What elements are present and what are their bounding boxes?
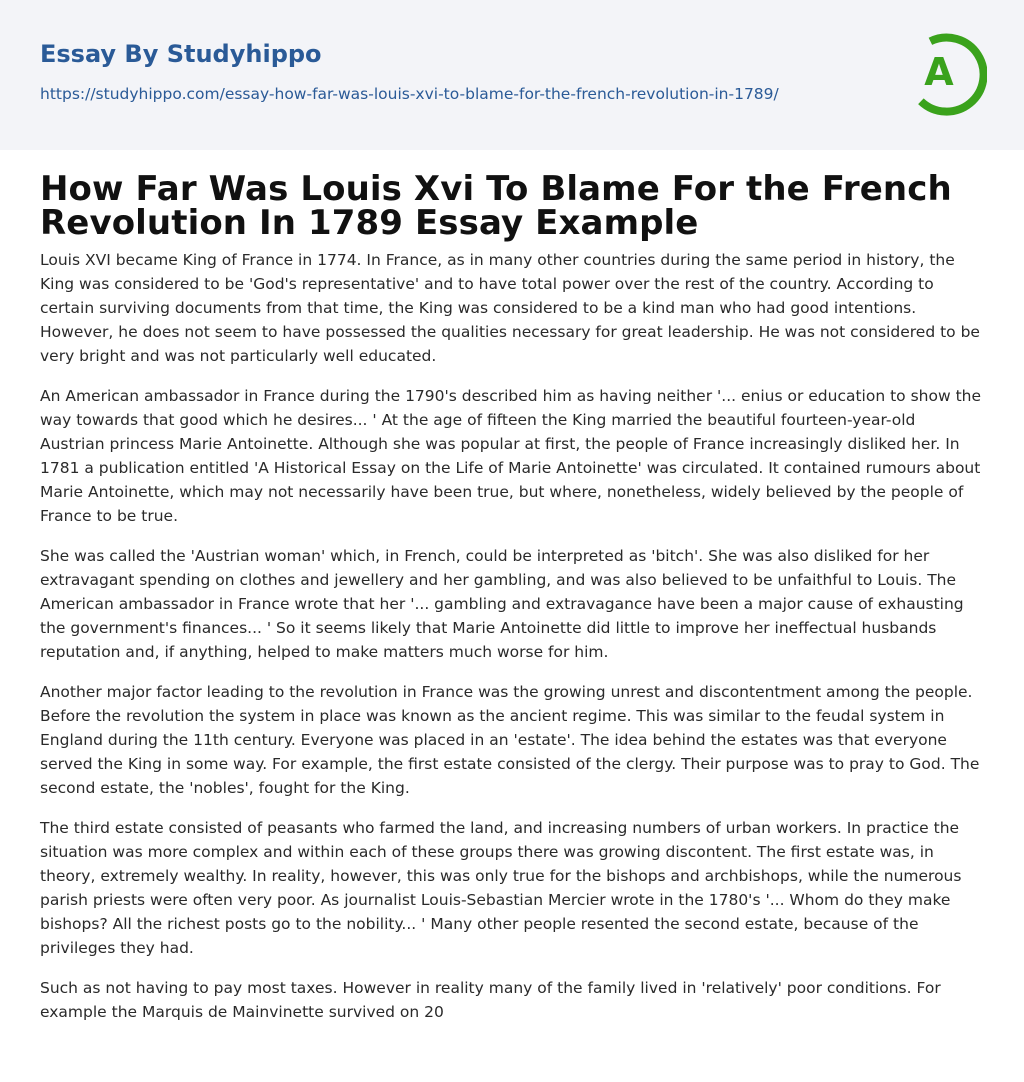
site-header	[0, 0, 1024, 150]
article-paragraph: Another major factor leading to the revolution in France was the growing unrest and discontentment among the people. Before the revolution the system in place was known as the ancient regime. This was similar to the feudal system in England during the 11th century. Everyone was placed in an 'estate'. The idea behind the estates was that everyone served the King in some way. For example, the first estate consisted of the clergy. Their purpose was to pray to God. The second estate, the 'nobles', fought for the King.	[40, 683, 980, 797]
article-title: How Far Was Louis Xvi To Blame For the French Revolution In 1789 Essay Example	[40, 169, 952, 243]
article-url-link[interactable]: https://studyhippo.com/essay-how-far-was-louis-xvi-to-blame-for-the-french-revolution-in-1789/	[40, 85, 779, 103]
article-paragraph: She was called the 'Austrian woman' which, in French, could be interpreted as 'bitch'. She was also disliked for her extravagant spending on clothes and jewellery and her gambling, and was also believed to be unfaithful to Louis. The American ambassador in France wrote that her '... gambling and extravagance have been a major cause of exhausting the government's finances... ' So it seems likely that Marie Antoinette did little to improve her ineffectual husbands reputation and, if anything, helped to make matters much worse for him.	[40, 547, 964, 661]
article-body	[0, 150, 1024, 1024]
logo-letter: A	[924, 50, 954, 94]
article-paragraph: An American ambassador in France during the 1790's described him as having neither '... enius or education to show the way towards that good which he desires... ' At the age of fifteen the King married the beautiful fourteen-year-old Austrian princess Marie Antoinette. Although she was popular at first, the people of France increasingly disliked her. In 1781 a publication entitled 'A Historical Essay on the Life of Marie Antoinette' was circulated. It contained rumours about Marie Antoinette, which may not necessarily have been true, but where, nonetheless, widely believed by the people of France to be true.	[40, 387, 982, 525]
studyhippo-logo-icon[interactable]	[907, 28, 987, 116]
article-paragraph: Louis XVI became King of France in 1774. In France, as in many other countries during the same period in history, the King was considered to be 'God's representative' and to have total power over the rest of the country. According to certain surviving documents from that time, the King was considered to be a kind man who had good intentions. However, he does not seem to have possessed the qualities necessary for great leadership. He was not considered to be very bright and was not particularly well educated.	[40, 251, 980, 365]
article-paragraph: The third estate consisted of peasants who farmed the land, and increasing numbers of urban workers. In practice the situation was more complex and within each of these groups there was growing discontent. The first estate was, in theory, extremely wealthy. In reality, however, this was only true for the bishops and archbishops, while the numerous parish priests were often very poor. As journalist Louis-Sebastian Mercier wrote in the 1780's '... Whom do they make bishops? All the richest posts go to the nobility... ' Many other people resented the second estate, because of the privileges they had.	[40, 819, 962, 957]
article-paragraph: Such as not having to pay most taxes. However in reality many of the family lived in 'relatively' poor conditions. For example the Marquis de Mainvinette survived on 20	[40, 979, 941, 1021]
site-brand[interactable]: Essay By Studyhippo	[40, 40, 322, 68]
